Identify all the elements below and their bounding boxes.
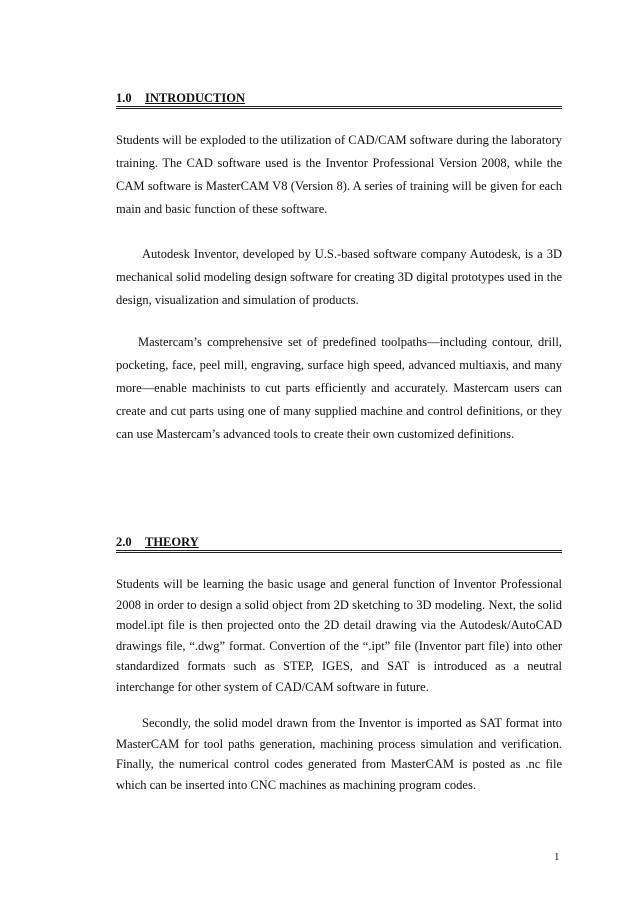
section-number: 2.0 — [116, 535, 132, 549]
page-number: 1 — [554, 851, 560, 863]
section-title: INTRODUCTION — [145, 91, 246, 105]
section-title: THEORY — [145, 535, 199, 549]
paragraph: Students will be learning the basic usage and general function of Inventor Professional 2008 in order to design a solid object from 2D sketching to 3D modeling. Next, the solid model.ipt file is then projected onto the 2D detail drawing via the Autodesk/AutoCAD drawings file, “.dwg” format. Convertion of the “.ipt” file (Inventor part file) into other standardized formats such as STEP, IGES, and SAT is introduced as a neutral interchange for other system of CAD/CAM software in future. — [116, 577, 562, 694]
section-heading-introduction — [116, 91, 562, 109]
section-heading-theory — [116, 535, 562, 553]
paragraph: Secondly, the solid model drawn from the Inventor is imported as SAT format into MasterCAM for tool paths generation, machining process simulation and verification. Finally, the numerical control codes generated from MasterCAM is posted as .nc file which can be inserted into CNC machines as machining program codes. — [116, 716, 562, 792]
section-number: 1.0 — [116, 91, 132, 105]
paragraph: Mastercam’s comprehensive set of predefined toolpaths—including contour, drill, pocketing, face, peel mill, engraving, surface high speed, advanced multiaxis, and many more—enable machinists to cut parts efficiently and accurately. Mastercam users can create and cut parts using one of many supplied machine and control definitions, or they can use Mastercam’s advanced tools to create their own customized definitions. — [116, 335, 562, 441]
paragraph: Autodesk Inventor, developed by U.S.-based software company Autodesk, is a 3D mechanical solid modeling design software for creating 3D digital prototypes used in the design, visualization and simulation of products. — [116, 247, 562, 307]
paragraph: Students will be exploded to the utilization of CAD/CAM software during the laboratory training. The CAD software used is the Inventor Professional Version 2008, while the CAM software is MasterCAM V8 (Version 8). A series of training will be given for each main and basic function of these software. — [116, 133, 562, 216]
